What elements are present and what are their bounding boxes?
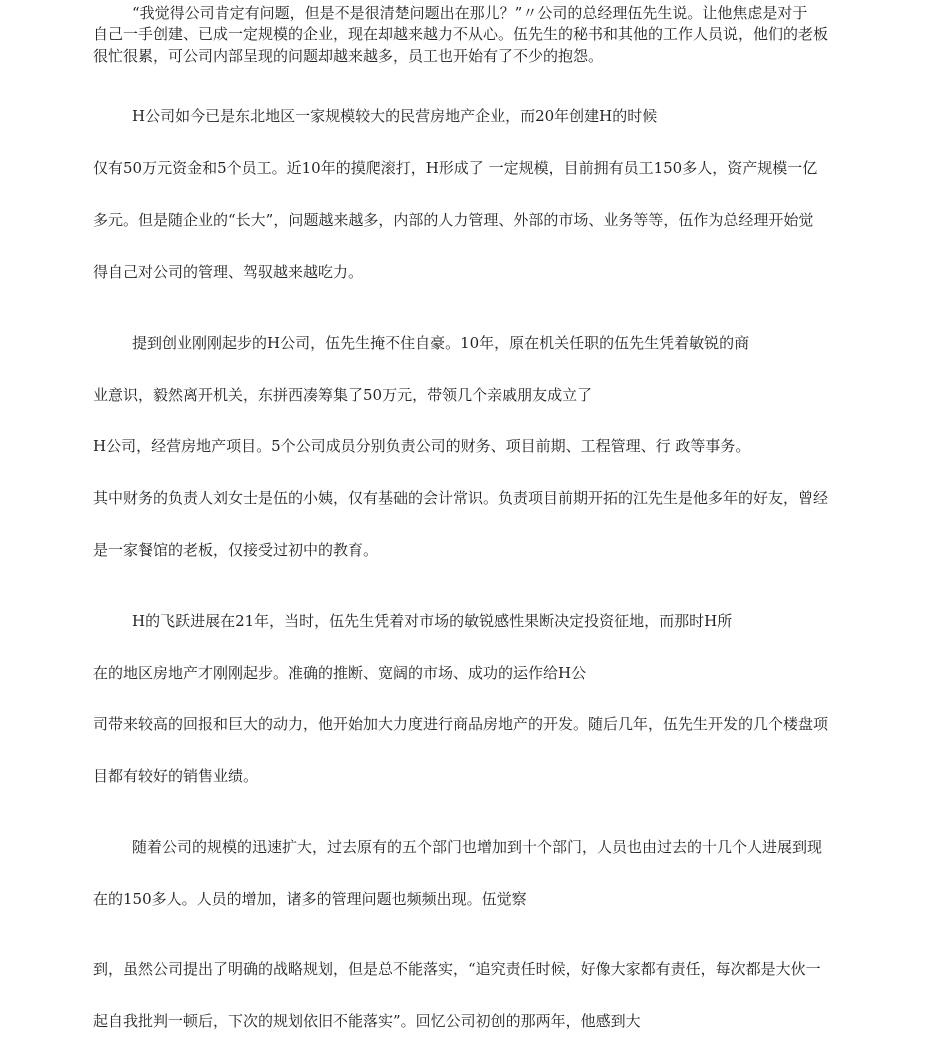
paragraph-4-line-3: 司带来较高的回报和巨大的动力，他开始加大力度进行商品房地产的开发。随后几年，伍先生开发的几个楼盘项 — [93, 715, 829, 733]
paragraph-5-line-1: 随着公司的规模的迅速扩大，过去原有的五个部门也增加到十个部门，人员也由过去的十几个人进展到现 — [132, 838, 823, 856]
paragraph-2-line-2: 仅有50万元资金和5个员工。近10年的摸爬滚打，H形成了 一定规模，目前拥有员工150多人，资产规模一亿 — [93, 159, 818, 177]
paragraph-3-line-4: 其中财务的负责人刘女士是伍的小姨，仅有基础的会计常识。负责项目前期开拓的江先生是他多年的好友，曾经 — [93, 489, 829, 507]
paragraph-2-line-3: 多元。但是随企业的“长大”，问题越来越多，内部的人力管理、外部的市场、业务等等，伍作为总经理开始觉 — [93, 211, 814, 229]
paragraph-5-line-4: 起自我批判一顿后，下次的规划依旧不能落实”。回忆公司初创的那两年，他感到大 — [93, 1012, 641, 1030]
paragraph-4-line-2: 在的地区房地产才刚刚起步。准确的推断、宽阔的市场、成功的运作给H公 — [93, 664, 587, 682]
paragraph-3-line-1: 提到创业刚刚起步的H公司，伍先生掩不住自豪。10年，原在机关任职的伍先生凭着敏锐的商 — [132, 334, 750, 352]
paragraph-3-line-3: H公司，经营房地产项目。5个公司成员分别负责公司的财务、项目前期、工程管理、行 政等事务。 — [93, 437, 751, 455]
paragraph-1-line-2: 自己一手创建、已成一定规模的企业，现在却越来越力不从心。伍先生的秘书和其他的工作人员说，他们的老板 — [93, 25, 829, 43]
paragraph-2-line-1: H公司如今已是东北地区一家规模较大的民营房地产企业，而20年创建H的时候 — [132, 107, 658, 125]
paragraph-3-line-5: 是一家餐馆的老板，仅接受过初中的教育。 — [93, 541, 379, 559]
paragraph-2-line-4: 得自己对公司的管理、驾驭越来越吃力。 — [93, 263, 364, 281]
paragraph-3-line-2: 业意识，毅然离开机关，东拼西凑筹集了50万元，带领几个亲戚朋友成立了 — [93, 386, 593, 404]
paragraph-4-line-4: 目都有较好的销售业绩。 — [93, 767, 259, 785]
paragraph-5-line-2: 在的150多人。人员的增加，诸多的管理问题也频频出现。伍觉察 — [93, 890, 527, 908]
paragraph-5-line-3: 到，虽然公司提出了明确的战略规划，但是总不能落实，“追究责任时候，好像大家都有责任，每次都是大伙一 — [93, 960, 821, 978]
paragraph-1-line-1: “我觉得公司肯定有问题，但是不是很清楚问题出在那儿？”〃公司的总经理伍先生说。让他焦虑是对于 — [132, 4, 808, 22]
paragraph-1-line-3: 很忙很累，可公司内部呈现的问题却越来越多，员工也开始有了不少的抱怨。 — [93, 47, 604, 65]
paragraph-4-line-1: H的飞跃进展在21年，当时，伍先生凭着对市场的敏锐感性果断决定投资征地，而那时H所 — [132, 612, 733, 630]
